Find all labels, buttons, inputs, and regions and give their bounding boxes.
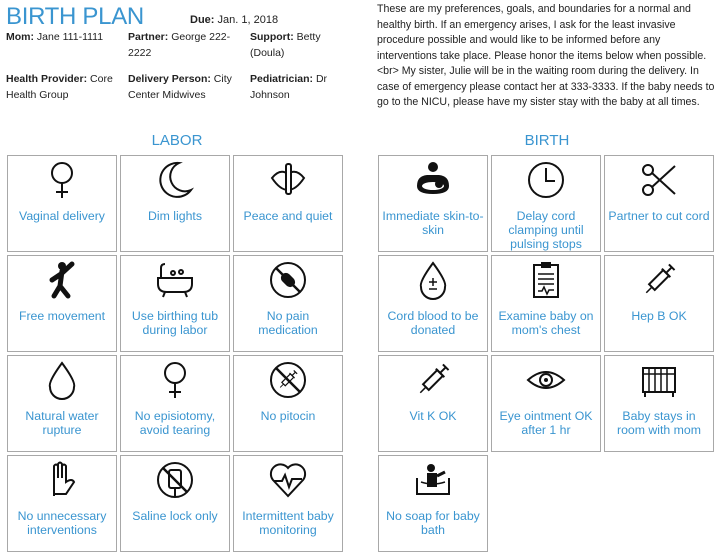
female-icon bbox=[42, 160, 82, 205]
shush-icon bbox=[268, 160, 308, 205]
plan-item-label: Delay cord clamping until pulsing stops bbox=[508, 209, 584, 251]
heart-monitor-icon bbox=[268, 460, 308, 505]
plan-item-label: Hep B OK bbox=[631, 309, 687, 323]
baby-bath-icon bbox=[413, 460, 453, 505]
plan-item-no-pills bbox=[233, 255, 343, 352]
bathtub-icon bbox=[155, 260, 195, 305]
labor-heading: LABOR bbox=[151, 132, 203, 149]
plan-item-no-syringe bbox=[233, 355, 343, 452]
plan-item-label: Free movement bbox=[18, 309, 106, 323]
drop-icon bbox=[42, 360, 82, 405]
no-iv-icon bbox=[155, 460, 195, 505]
plan-item-label: Natural water rupture bbox=[25, 409, 99, 437]
plan-item-label: Immediate skin-to-skin bbox=[382, 209, 484, 237]
clipboard-icon bbox=[526, 260, 566, 305]
info-support: Support: Betty (Doula) bbox=[250, 31, 321, 59]
hold-baby-icon bbox=[413, 160, 453, 205]
plan-item-crib bbox=[604, 355, 714, 452]
no-pills-icon bbox=[268, 260, 308, 305]
plan-item-hold-baby bbox=[378, 155, 488, 252]
yoga-icon bbox=[42, 260, 82, 305]
crib-icon bbox=[639, 360, 679, 405]
plan-item-label: Intermittent baby monitoring bbox=[242, 509, 334, 537]
scissors-icon bbox=[639, 160, 679, 205]
female-icon bbox=[155, 360, 195, 405]
plan-item-drop bbox=[7, 355, 117, 452]
info-partner: Partner: George 222-2222 bbox=[128, 31, 231, 59]
plan-item-bathtub bbox=[120, 255, 230, 352]
birth-heading: BIRTH bbox=[524, 132, 570, 149]
plan-item-female bbox=[7, 155, 117, 252]
plan-item-clock bbox=[491, 155, 601, 252]
plan-item-label: Use birthing tub during labor bbox=[131, 309, 219, 337]
plan-item-no-iv bbox=[120, 455, 230, 552]
plan-item-label: Partner to cut cord bbox=[608, 209, 710, 223]
plan-item-label: Baby stays in room with mom bbox=[616, 409, 702, 437]
plan-item-moon bbox=[120, 155, 230, 252]
intro-text: These are my preferences, goals, and boundaries for a normal and healthy birth. If an emergency arises, I ask for the least invasive procedure possible and would like to be informed before any interventions take place. Please honor the items below when possible. <br> My sister, Julie will be in the waiting room during the delivery. In case of emergency please contact her at 333-3333. If the baby needs to go to the NICU, please have my sister stay with the baby at all times. bbox=[377, 3, 715, 108]
due-date: Due: Jan. 1, 2018 bbox=[190, 14, 279, 26]
plan-item-label: Cord blood to be donated bbox=[387, 309, 479, 337]
labor-grid bbox=[7, 155, 343, 552]
plan-item-label: No episiotomy, avoid tearing bbox=[134, 409, 216, 437]
plan-item-label: Examine baby on mom's chest bbox=[498, 309, 594, 337]
plan-item-syringe bbox=[604, 255, 714, 352]
eye-icon bbox=[526, 360, 566, 405]
plan-item-female bbox=[120, 355, 230, 452]
info-health-provider: Health Provider: Core Health Group bbox=[6, 73, 113, 101]
no-syringe-icon bbox=[268, 360, 308, 405]
plan-item-eye bbox=[491, 355, 601, 452]
info-delivery-person: Delivery Person: City Center Midwives bbox=[128, 73, 232, 101]
syringe-icon bbox=[639, 260, 679, 305]
plan-item-shush bbox=[233, 155, 343, 252]
plan-item-label: No soap for baby bath bbox=[386, 509, 480, 537]
plan-item-label: Eye ointment OK after 1 hr bbox=[499, 409, 593, 437]
info-pediatrician: Pediatrician: Dr Johnson bbox=[250, 73, 328, 101]
plan-item-hand-stop bbox=[7, 455, 117, 552]
moon-icon bbox=[155, 160, 195, 205]
plan-item-drop-plusminus bbox=[378, 255, 488, 352]
info-mom: Mom: Jane 111-1111 bbox=[6, 31, 104, 43]
plan-item-label: No pain medication bbox=[258, 309, 318, 337]
syringe-icon bbox=[413, 360, 453, 405]
clock-icon bbox=[526, 160, 566, 205]
plan-item-label: Peace and quiet bbox=[243, 209, 333, 223]
page-title: BIRTH PLAN bbox=[6, 3, 144, 30]
plan-item-yoga bbox=[7, 255, 117, 352]
plan-item-label: Saline lock only bbox=[132, 509, 218, 523]
drop-plusminus-icon bbox=[413, 260, 453, 305]
hand-stop-icon bbox=[42, 460, 82, 505]
plan-item-label: No pitocin bbox=[260, 409, 316, 423]
plan-item-heart-monitor bbox=[233, 455, 343, 552]
plan-item-scissors bbox=[604, 155, 714, 252]
plan-item-label: Vit K OK bbox=[409, 409, 457, 423]
plan-item-baby-bath bbox=[378, 455, 488, 552]
plan-item-label: No unnecessary interventions bbox=[17, 509, 107, 537]
birth-grid bbox=[378, 155, 714, 552]
plan-item-clipboard bbox=[491, 255, 601, 352]
plan-item-label: Vaginal delivery bbox=[19, 209, 105, 223]
plan-item-label: Dim lights bbox=[148, 209, 202, 223]
plan-item-syringe bbox=[378, 355, 488, 452]
